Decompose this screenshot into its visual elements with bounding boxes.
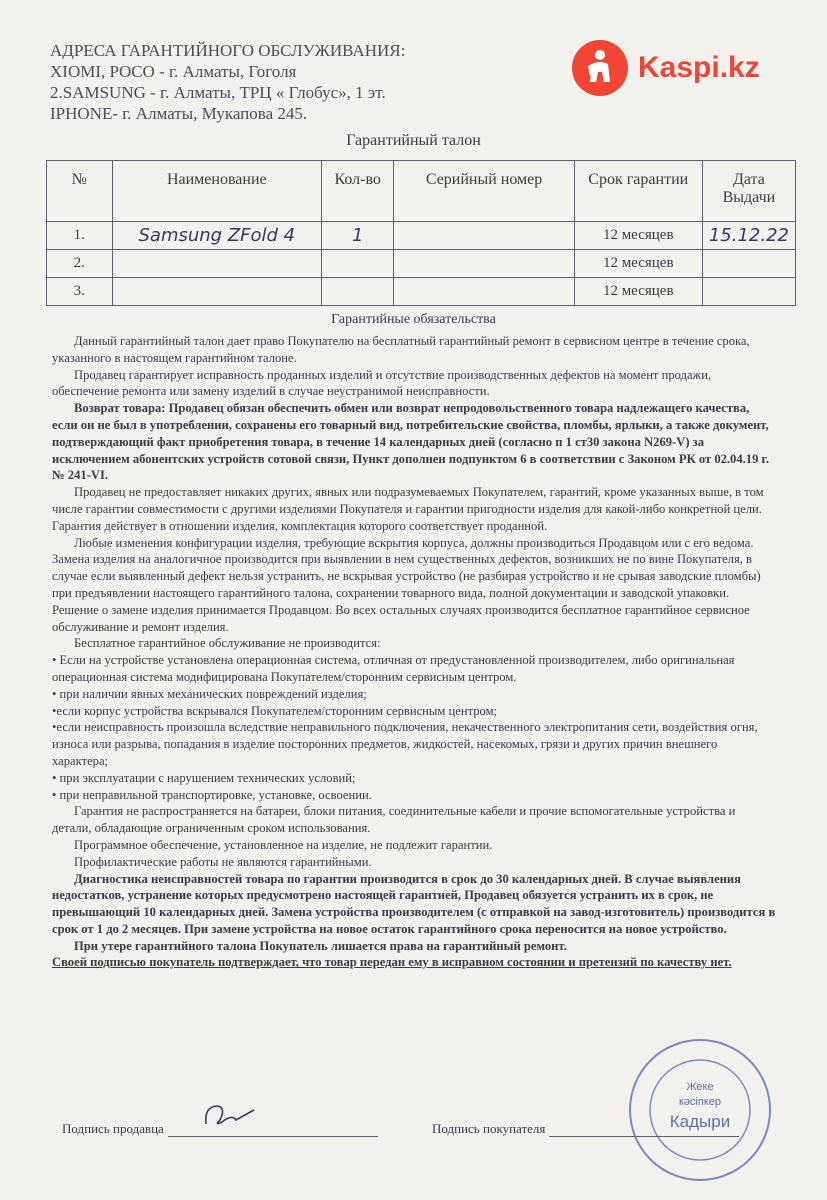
obligation-paragraph: Продавец не предоставляет никаких других, явных или подразумеваемых Покупателем, гарантий, кроме указанных выше, в том числе гарантии совместимости с другими изделиями Покупателя и гарантии пригодности изделия для какой-либо конкретной цели. Гарантия действует в отношении изделия, комплектация которого соответствует проданной. [52,485,764,533]
service-addresses [50,40,405,124]
obligation-paragraph: Своей подписью покупатель подтверждает, что товар передан ему в исправном состоянии и претензий по качеству нет. [52,955,732,970]
kaspi-logo [572,40,760,96]
obligation-paragraph: • при эксплуатации с нарушением технических условий; [52,770,356,785]
seller-signature [62,1120,378,1137]
buyer-signature-label: Подпись покупателя [432,1121,546,1136]
obligation-paragraph: Диагностика неисправностей товара по гарантии производится в срок до 30 календарных дней. В случае выявления недостатков, устранение которых предусмотрено настоящей гарантией, Продавец обязуется устранить их в срок, не превышающий 10 календарных дней. Замена устройства производителем (с отправкой на завод-изготовитель) производится в срок от 1 до 2 месяцев. При замене устройства на новое остаток гарантийного срока переносится на новое устройство. [52,871,776,936]
obligation-paragraph: • Если на устройстве установлена операционная система, отличная от предустановленной производителем, либо оригинальная операционная система модифицирована Покупателем/сторонним сервисным центром. [52,653,735,684]
row-qty [322,278,394,306]
header-serial: Серийный номер [394,161,574,222]
row-serial [394,222,574,250]
talon-title: Гарантийный талон [346,132,481,149]
address-line: IPHONE- г. Алматы, Мукапова 245. [50,104,308,123]
obligation-paragraph: Любые изменения конфигурации изделия, требующие вскрытия корпуса, должны производиться Продавцом или с его ведома. Замена изделия на аналогичное производится при выявлении в нем существенных дефектов, возникших не по вине Покупателя, в случае если выявленный дефект нельзя устранить, не вскрывая устройство (не разбирая устройство и не срывая заводские пломбы) при предъявлении настоящего гарантийного талона, сохранении товарного вида, полной документации и заводской упаковки. Решение о замене изделия принимается Продавцом. Во всех остальных случаях производится бесплатное гарантийное сервисное обслуживание и ремонт изделия. [52,535,761,634]
obligation-paragraph: • при наличии явных механических повреждений изделия; [52,686,367,701]
obligations-body [52,333,776,971]
obligation-paragraph: Гарантия не распространяется на батареи, блоки питания, соединительные кабели и прочие вспомогательные устройства и детали, обладающие ограниченным сроком использования. [52,804,736,836]
row-term: 12 месяцев [574,222,702,250]
obligation-paragraph: • при неправильной транспортировке, установке, освоении. [52,787,372,802]
obligation-paragraph: Возврат товара: Продавец обязан обеспечить обмен или возврат непродовольственного товара надлежащего качества, если он не был в употреблении, сохранены его товарный вид, потребительские свойства, пломбы, ярлыки, а также документ, подтверждающий факт приобретения товара, в течение 14 календарных дней (согласно п 1 ст30 закона N269-V) за исключением абонентских устройств сотовой связи, Пункт дополнен подпунктом 6 в соответствии с Законом РК от 02.04.19 г. № 241-VI. [52,401,769,483]
row-date [702,250,795,278]
stamp-line1: Жеке [686,1081,714,1093]
obligation-paragraph: Профилактические работы не являются гарантийными. [74,854,372,869]
row-term: 12 месяцев [574,278,702,306]
kaspi-logo-icon [572,40,628,96]
address-line: XIOMI, POCO - г. Алматы, Гоголя [50,62,297,81]
address-line: 2.SAMSUNG - г. Алматы, ТРЦ « Глобус», 1 эт. [50,83,386,102]
row-number: 3. [47,278,113,306]
row-term: 12 месяцев [574,250,702,278]
obligation-paragraph: Продавец гарантирует исправность проданных изделий и отсутствие производственных дефектов на момент продажи, обеспечение ремонта или замену изделий в случае неустранимой неисправности. [52,367,712,399]
obligations-title: Гарантийные обязательства [331,312,496,327]
obligation-paragraph: Бесплатное гарантийное обслуживание не производится: [74,636,381,651]
addresses-heading: АДРЕСА ГАРАНТИЙНОГО ОБСЛУЖИВАНИЯ: [50,41,406,60]
header-date: Дата Выдачи [702,161,795,222]
seller-signature-label: Подпись продавца [62,1121,164,1136]
obligation-paragraph: При утере гарантийного талона Покупатель лишается права на гарантийный ремонт. [74,938,567,953]
row-name: Samsung ZFold 4 [112,222,321,250]
row-date [702,278,795,306]
table-row [47,250,796,278]
header-term: Срок гарантии [574,161,702,222]
table-row [47,222,796,250]
row-serial [394,250,574,278]
row-number: 1. [47,222,113,250]
table-row [47,278,796,306]
stamp-line2: кәсіпкер [678,1096,722,1108]
obligation-paragraph: Данный гарантийный талон дает право Покупателю на бесплатный гарантийный ремонт в сервисном центре в течение срока, указанного в настоящем гарантийном талоне. [52,334,750,365]
seller-signature-line [168,1120,378,1137]
stamp-name: Кадыри [669,1112,731,1131]
obligation-paragraph: •если неисправность произошла вследствие неправильного подключения, некачественного электропитания сети, воздействия огня, износа или разрыва, попадания в изделие посторонних предметов, жидкостей, насекомых, грязи и других причин внешнего характера; [52,720,758,768]
row-qty: 1 [322,222,394,250]
obligation-paragraph: Программное обеспечение, установленное на изделие, не подлежит гарантии. [74,837,493,852]
row-qty [322,250,394,278]
header-qty: Кол-во [322,161,394,222]
row-number: 2. [47,250,113,278]
row-name [112,250,321,278]
row-serial [394,278,574,306]
row-date: 15.12.22 [702,222,795,250]
seller-stamp [625,1035,775,1185]
warranty-table [46,160,796,306]
seller-signature-scribble [196,1094,276,1134]
kaspi-logo-text: Kaspi.kz [638,51,760,84]
header-number: № [47,161,113,222]
obligation-paragraph: •если корпус устройства вскрывался Покупателем/сторонним сервисным центром; [52,703,498,718]
table-header-row [47,161,796,222]
row-name [112,278,321,306]
header-name: Наименование [112,161,321,222]
